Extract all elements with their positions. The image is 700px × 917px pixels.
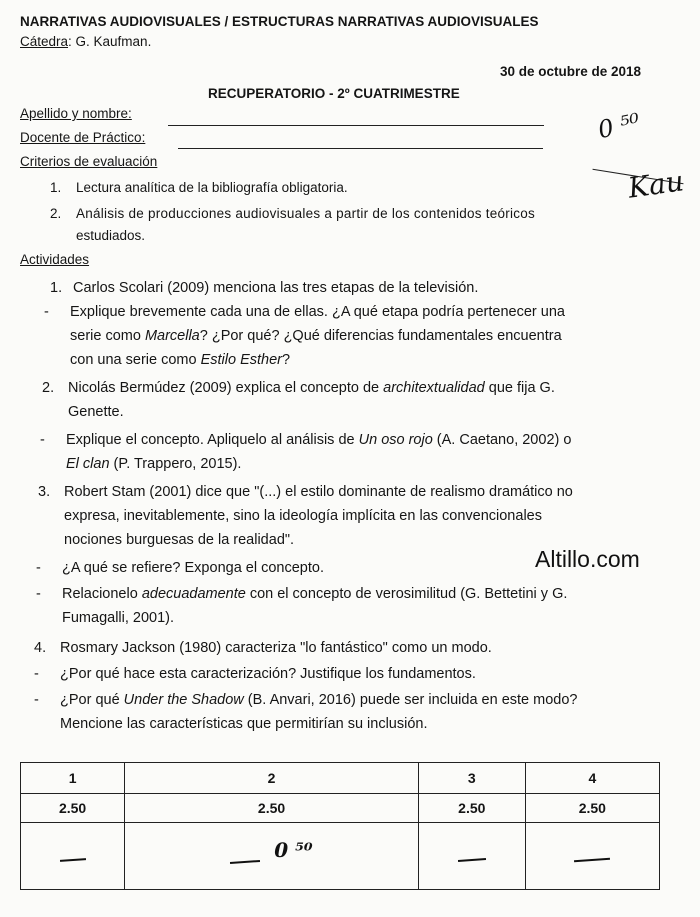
activities-heading: Actividades [20, 252, 90, 267]
activity-1-sub-line2: serie como Marcella? ¿Por qué? ¿Qué diferencias fundamentales encuentra [70, 328, 562, 344]
activity-4-sub2-line2: Mencione las características que permitirían su inclusión. [60, 716, 428, 732]
grades-header-row [21, 763, 660, 794]
activity-3-num: 3. [38, 484, 51, 500]
activity-3-line1: Robert Stam (2001) dice que "(...) el estilo dominante de realismo dramático no [64, 484, 573, 500]
activity-1-sub-line1: Explique brevemente cada una de ellas. ¿A qué etapa podría pertenecer una [70, 304, 565, 320]
handwritten-dash [230, 860, 260, 864]
name-field-line [168, 125, 544, 126]
catedra-line [20, 34, 151, 49]
grade-col-4: 4 [525, 763, 659, 794]
grade-col-3: 3 [418, 763, 525, 794]
grade-points-4: 2.50 [525, 794, 659, 823]
catedra-value: : G. Kaufman. [68, 34, 152, 49]
criteria-item-2-line1: Análisis de producciones audiovisuales a partir de los contenidos teóricos [76, 206, 536, 221]
criteria-item-1-num: 1. [50, 180, 62, 195]
grades-points-row [21, 794, 660, 823]
activity-1-text: Carlos Scolari (2009) menciona las tres etapas de la televisión. [73, 280, 479, 296]
handwritten-cell-score: 0 ⁵⁰ [274, 838, 313, 862]
teacher-field-label: Docente de Práctico: [20, 130, 146, 145]
grade-score-3 [418, 823, 525, 890]
exam-title: RECUPERATORIO - 2º CUATRIMESTRE [208, 86, 460, 101]
criteria-item-2-line2: estudiados. [76, 228, 146, 243]
grade-score-4 [525, 823, 659, 890]
handwritten-total-score: 0 ⁵⁰ [595, 107, 643, 145]
activity-3-sub1: ¿A qué se refiere? Exponga el concepto. [62, 560, 324, 576]
activity-4-bullet-2: - [34, 692, 39, 708]
activity-2-sub-line2: El clan (P. Trappero, 2015). [66, 456, 242, 472]
activity-2-bullet: - [40, 432, 45, 448]
activity-1-num: 1. [50, 280, 63, 296]
activity-3-line2: expresa, inevitablemente, sino la ideología implícita en las convencionales [64, 508, 542, 524]
activity-3-sub2-line2: Fumagalli, 2001). [62, 610, 175, 626]
activity-3-bullet-1: - [36, 560, 41, 576]
activity-4-sub1: ¿Por qué hace esta caracterización? Justifique los fundamentos. [60, 666, 476, 682]
grade-col-1: 1 [21, 763, 125, 794]
activity-1-sub-line3: con una serie como Estilo Esther? [70, 352, 291, 368]
handwritten-dash [458, 858, 486, 862]
criteria-heading: Criterios de evaluación [20, 154, 158, 169]
exam-date: 30 de octubre de 2018 [500, 64, 642, 79]
criteria-item-2-num: 2. [50, 206, 62, 221]
activity-3-line3: nociones burguesas de la realidad". [64, 532, 295, 548]
name-field-label: Apellido y nombre: [20, 106, 132, 121]
grade-points-3: 2.50 [418, 794, 525, 823]
watermark-logo: Altillo.com [535, 546, 640, 572]
grade-score-1 [21, 823, 125, 890]
catedra-label: Cátedra [20, 34, 69, 49]
handwritten-signature: Kau [625, 164, 686, 205]
handwritten-dash [574, 858, 610, 863]
activity-4-text: Rosmary Jackson (1980) caracteriza "lo fantástico" como un modo. [60, 640, 492, 656]
activity-1-bullet: - [44, 304, 49, 320]
grade-col-2: 2 [125, 763, 419, 794]
activity-2-line2: Genette. [68, 404, 124, 420]
activity-4-num: 4. [34, 640, 47, 656]
criteria-item-1: Lectura analítica de la bibliografía obligatoria. [76, 180, 348, 195]
activity-3-bullet-2: - [36, 586, 41, 602]
grade-score-2 [125, 823, 419, 890]
activity-2-num: 2. [42, 380, 55, 396]
activity-4-sub2-line1: ¿Por qué Under the Shadow (B. Anvari, 2016) puede ser incluida en este modo? [60, 692, 578, 708]
activity-4-bullet-1: - [34, 666, 39, 682]
teacher-field-line [178, 148, 543, 149]
grade-points-2: 2.50 [125, 794, 419, 823]
handwritten-dash [60, 858, 86, 862]
activity-2-line1: Nicolás Bermúdez (2009) explica el concepto de architextualidad que fija G. [68, 380, 555, 396]
course-title: NARRATIVAS AUDIOVISUALES / ESTRUCTURAS NARRATIVAS AUDIOVISUALES [20, 14, 539, 29]
grades-table [20, 762, 660, 890]
grade-points-1: 2.50 [21, 794, 125, 823]
activity-2-sub-line1: Explique el concepto. Apliquelo al análisis de Un oso rojo (A. Caetano, 2002) o [66, 432, 572, 448]
activity-3-sub2-line1: Relacionelo adecuadamente con el concepto de verosimilitud (G. Bettetini y G. [62, 586, 568, 602]
grades-score-row [21, 823, 660, 890]
